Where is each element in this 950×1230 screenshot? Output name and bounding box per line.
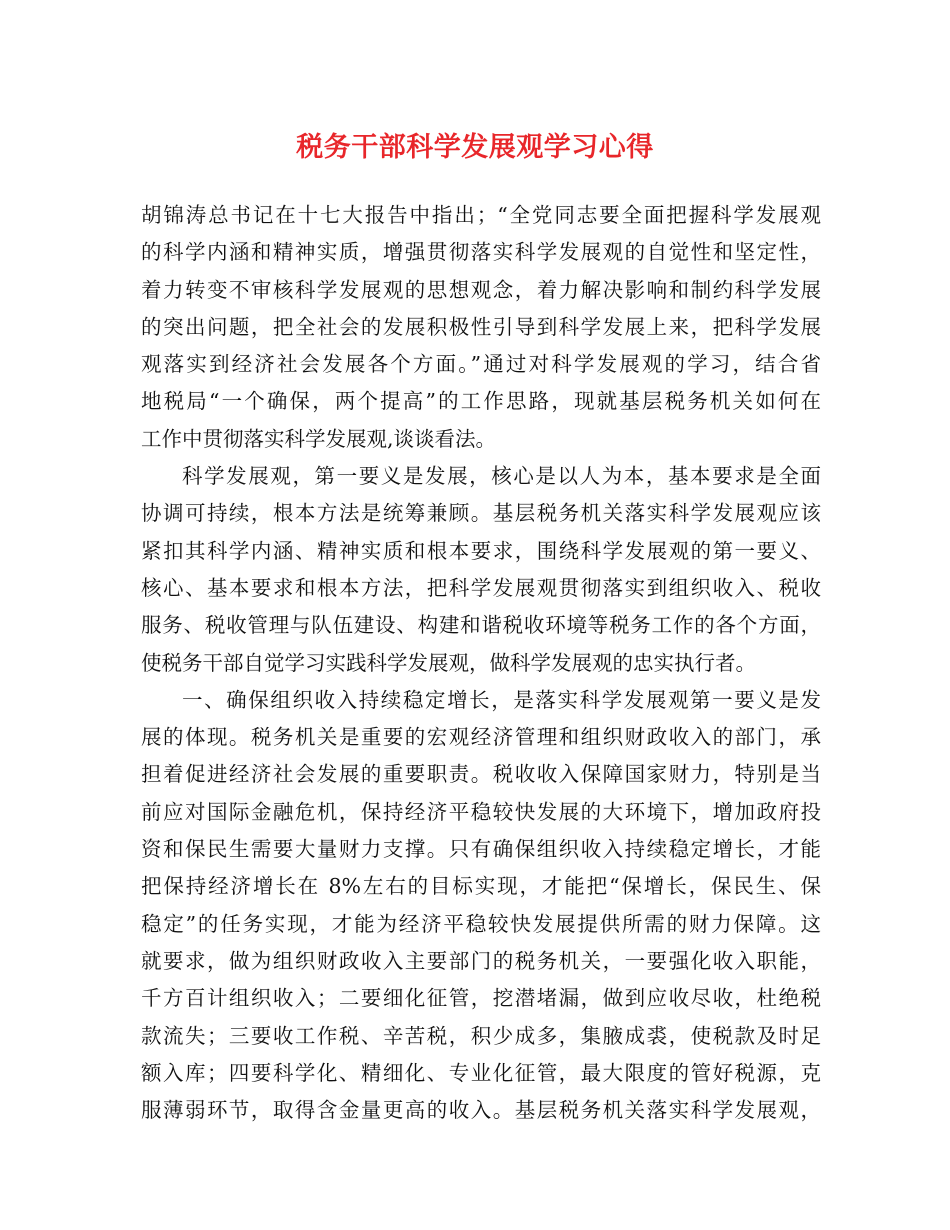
paragraph-1 [141,197,821,458]
paragraph-line: 紧扣其科学内涵、精神实质和根本要求，围绕科学发展观的第一要义、 [141,538,821,563]
paragraph-line: 着力转变不审核科学发展观的思想观念，着力解决影响和制约科学发展 [141,277,821,302]
paragraph-line: 展的体现。税务机关是重要的宏观经济管理和组织财政收入的部门，承 [141,725,821,750]
paragraph-line: 款流失；三要收工作税、辛苦税，积少成多，集腋成裘，使税款及时足 [141,1023,821,1048]
paragraph-line: 地税局“一个确保，两个提高”的工作思路，现就基层税务机关如何在 [141,389,821,414]
paragraph-line: 资和保民生需要大量财力支撑。只有确保组织收入持续稳定增长，才能 [141,837,821,862]
paragraph-line: 就要求，做为组织财政收入主要部门的税务机关，一要强化收入职能， [141,948,821,973]
paragraph-line: 前应对国际金融危机，保持经济平稳较快发展的大环境下，增加政府投 [141,799,821,824]
document-title: 税务干部科学发展观学习心得 [296,132,654,163]
paragraph-line: 稳定”的任务实现，才能为经济平稳较快发展提供所需的财力保障。这 [141,911,821,936]
paragraph-line: 服务、税收管理与队伍建设、构建和谐税收环境等税务工作的各个方面， [141,613,821,638]
paragraph-line: 胡锦涛总书记在十七大报告中指出；“全党同志要全面把握科学发展观 [141,203,821,227]
paragraph-line: 核心、基本要求和根本方法，把科学发展观贯彻落实到组织收入、税收 [141,575,821,600]
paragraph-line: 担着促进经济社会发展的重要职责。税收收入保障国家财力，特别是当 [141,762,821,787]
paragraph-line: 观落实到经济社会发展各个方面。”通过对科学发展观的学习，结合省 [141,352,821,377]
paragraph-line: 协调可持续，根本方法是统筹兼顾。基层税务机关落实科学发展观应该 [141,501,821,526]
paragraph-line: 的突出问题，把全社会的发展积极性引导到科学发展上来，把科学发展 [141,314,821,339]
paragraph-line: 千方百计组织收入；二要细化征管，挖潜堵漏，做到应收尽收，杜绝税 [141,986,821,1011]
paragraph-3 [141,682,821,1130]
paragraph-line: 把保持经济增长在 8%左右的目标实现，才能把“保增长，保民生、保 [141,874,821,899]
paragraph-line: 使税务干部自觉学习实践科学发展观，做科学发展观的忠实执行者。 [141,650,756,675]
paragraph-line: 服薄弱环节，取得含金量更高的收入。基层税务机关落实科学发展观， [141,1098,821,1123]
paragraph-line: 工作中贯彻落实科学发展观,谈谈看法。 [141,426,497,451]
paragraph-line: 科学发展观，第一要义是发展，核心是以人为本，基本要求是全面 [182,464,821,489]
paragraph-2 [141,458,821,682]
paragraph-line: 额入库；四要科学化、精细化、专业化征管，最大限度的管好税源，克 [141,1060,821,1085]
paragraph-line: 一、确保组织收入持续稳定增长，是落实科学发展观第一要义是发 [182,687,821,712]
document-body [141,197,821,1129]
paragraph-line: 的科学内涵和精神实质，增强贯彻落实科学发展观的自觉性和坚定性， [141,240,821,265]
